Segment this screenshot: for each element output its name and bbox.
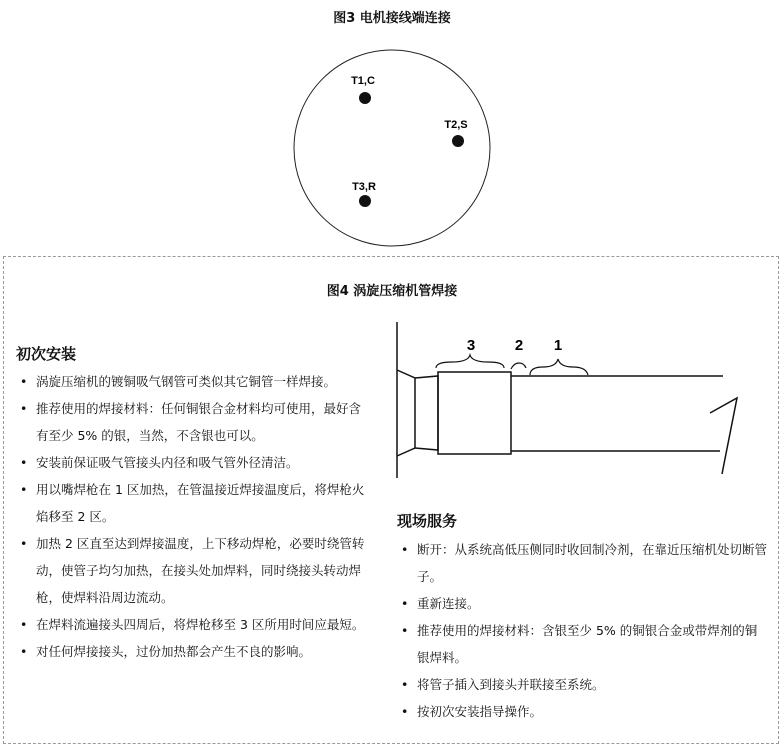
list-item xyxy=(16,530,368,611)
bullet-icon: • xyxy=(20,482,28,497)
bullet-icon: • xyxy=(401,542,409,557)
field-service-list xyxy=(397,536,767,725)
terminal-label-t2: T2,S xyxy=(444,119,468,131)
list-item-text: 重新连接。 xyxy=(417,596,480,611)
zone-2-label: 2 xyxy=(514,337,524,354)
bullet-icon: • xyxy=(20,374,28,389)
list-item-text: 对任何焊接接头，过份加热都会产生不良的影响。 xyxy=(36,644,312,659)
zone-3-brace xyxy=(436,355,504,368)
zone-2-brace xyxy=(511,363,526,369)
list-item-text: 涡旋压缩机的镀铜吸气钢管可类似其它铜管一样焊接。 xyxy=(36,374,337,389)
list-item-text: 推荐使用的焊接材料：任何铜银合金材料均可使用，最好含有至少 5% 的银，当然，不含银也可以。 xyxy=(36,401,362,443)
list-item xyxy=(16,611,368,638)
bullet-icon: • xyxy=(20,536,28,551)
list-item xyxy=(397,536,767,590)
terminal-label-t1: T1,C xyxy=(351,75,375,87)
bullet-icon: • xyxy=(401,677,409,692)
bullet-icon: • xyxy=(401,623,409,638)
list-item xyxy=(16,449,368,476)
list-item-text: 加热 2 区直至达到焊接温度，上下移动焊枪，必要时绕管转动，使管子均匀加热，在接头处加焊料，同时绕接头转动焊枪，使焊料沿周边流动。 xyxy=(36,536,365,605)
list-item-text: 断开：从系统高低压侧同时收回制冷剂，在靠近压缩机处切断管子。 xyxy=(417,542,768,584)
zone-1-brace xyxy=(530,359,588,375)
bullet-icon: • xyxy=(20,401,28,416)
list-item xyxy=(16,368,368,395)
tube-break-mark xyxy=(710,398,737,474)
list-item-text: 将管子插入到接头并联接至系统。 xyxy=(417,677,605,692)
list-item xyxy=(16,476,368,530)
initial-install-list xyxy=(16,368,368,665)
initial-install-heading: 初次安装 xyxy=(16,345,77,363)
zone-1-label: 1 xyxy=(553,337,563,354)
bullet-icon: • xyxy=(20,617,28,632)
bullet-icon: • xyxy=(401,596,409,611)
bullet-icon: • xyxy=(20,644,28,659)
field-service-heading: 现场服务 xyxy=(397,512,458,530)
fitting-socket xyxy=(415,376,438,450)
list-item-text: 安装前保证吸气管接头内径和吸气管外径清洁。 xyxy=(36,455,299,470)
list-item xyxy=(16,638,368,665)
zone-3-label: 3 xyxy=(466,337,476,354)
fitting-flare xyxy=(397,370,415,456)
bullet-icon: • xyxy=(401,704,409,719)
list-item-text: 推荐使用的焊接材料：含银至少 5% 的铜银合金或带焊剂的铜银焊料。 xyxy=(417,623,758,665)
list-item-text: 在焊料流遍接头四周后，将焊枪移至 3 区所用时间应最短。 xyxy=(36,617,365,632)
figure-3-title: 图3 电机接线端连接 xyxy=(333,11,451,26)
list-item xyxy=(397,698,767,725)
list-item-text: 用以嘴焊枪在 1 区加热，在管温接近焊接温度后，将焊枪火焰移至 2 区。 xyxy=(36,482,365,524)
list-item xyxy=(397,617,767,671)
bullet-icon: • xyxy=(20,455,28,470)
list-item xyxy=(397,671,767,698)
list-item xyxy=(16,395,368,449)
terminal-label-t3: T3,R xyxy=(352,181,376,193)
list-item-text: 按初次安装指导操作。 xyxy=(417,704,543,719)
figure-4-title: 图4 涡旋压缩机管焊接 xyxy=(326,284,458,299)
list-item xyxy=(397,590,767,617)
zone-3-sleeve xyxy=(438,372,511,454)
